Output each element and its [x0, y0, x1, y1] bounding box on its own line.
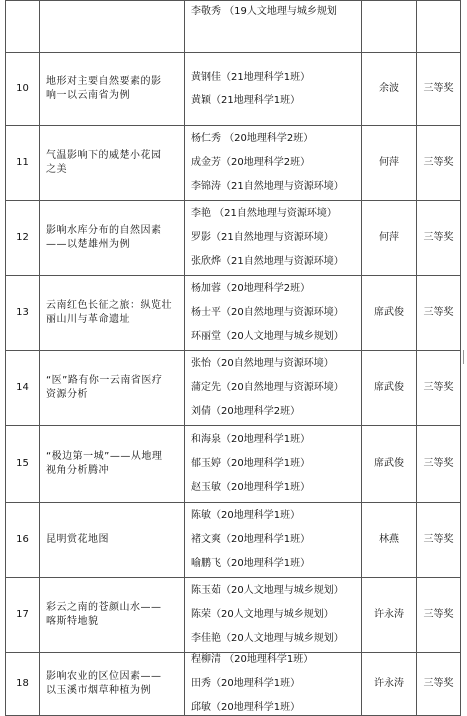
table-row [6, 201, 461, 276]
work-title-line: 之美 [46, 164, 67, 175]
awards-table [5, 0, 461, 716]
student-entry: 陈敏（20地理科学1班） [191, 510, 301, 521]
work-title [40, 201, 185, 276]
work-title-line: 资源分析 [46, 389, 88, 400]
students-cell [185, 276, 362, 351]
students-cell [185, 201, 362, 276]
advisor-name [362, 1, 417, 53]
award-level: 三等奖 [417, 503, 461, 578]
advisor-name: 席武俊 [362, 351, 417, 426]
student-entry: 蒲定先（20自然地理与资源环境） [191, 382, 344, 393]
student-entry: 程柳清 （20地理科学1班） [191, 654, 314, 665]
student-entry: 刘倩（20地理科学2班） [191, 406, 301, 417]
work-title [40, 276, 185, 351]
advisor-name: 何萍 [362, 201, 417, 276]
table-row [6, 351, 461, 426]
work-title-line: 影响农业的区位因素—— [46, 671, 162, 682]
work-title-line: 喀斯特地貌 [46, 616, 99, 627]
work-title-line: “医”路有你一云南省医疗 [46, 375, 163, 386]
student-entry: 成金芳（20地理科学2班） [191, 157, 311, 168]
table-row [6, 578, 461, 653]
row-number: 16 [6, 503, 40, 578]
award-level: 三等奖 [417, 351, 461, 426]
table-row [6, 653, 461, 716]
award-level [417, 1, 461, 53]
award-level: 三等奖 [417, 426, 461, 503]
student-entry: 李敬秀 （19人文地理与城乡规划 [191, 6, 337, 17]
work-title-line: 视角分析腾冲 [46, 465, 109, 476]
student-entry: 田秀（20地理科学1班） [191, 678, 301, 689]
row-number: 11 [6, 126, 40, 201]
advisor-name: 余波 [362, 53, 417, 126]
student-entry: 罗影（21自然地理与资源环境） [191, 232, 334, 243]
work-title-line: 响一以云南省为例 [46, 90, 130, 101]
student-entry: 李佳艳（20人文地理与城乡规划） [191, 633, 344, 644]
student-entry: 陈玉茹（20人文地理与城乡规划） [191, 585, 344, 596]
work-title-line: 昆明赏花地图 [46, 534, 109, 545]
student-entry: 李锦涛（21自然地理与资源环境） [191, 181, 344, 192]
student-entry: 赵玉敏（20地理科学1班） [191, 482, 311, 493]
work-title-line: 云南红色长征之旅：纵览壮 [46, 300, 172, 311]
table-row [6, 126, 461, 201]
work-title [40, 503, 185, 578]
student-entry: 张欣烨（21自然地理与资源环境） [191, 256, 344, 267]
award-level: 三等奖 [417, 53, 461, 126]
work-title-line: 以玉溪市烟草种植为例 [46, 685, 151, 696]
advisor-name: 席武俊 [362, 426, 417, 503]
work-title [40, 653, 185, 716]
table-row [6, 1, 461, 53]
row-number: 17 [6, 578, 40, 653]
row-number: 13 [6, 276, 40, 351]
advisor-name: 席武俊 [362, 276, 417, 351]
advisor-name: 林燕 [362, 503, 417, 578]
award-level: 三等奖 [417, 276, 461, 351]
award-level: 三等奖 [417, 653, 461, 716]
award-level: 三等奖 [417, 578, 461, 653]
work-title [40, 53, 185, 126]
students-cell [185, 426, 362, 503]
advisor-name: 何萍 [362, 126, 417, 201]
student-entry: 和海泉（20地理科学1班） [191, 434, 311, 445]
student-entry: 黄钢佳（21地理科学1班） [191, 71, 311, 83]
student-entry: 杨加蓉（20地理科学2班） [191, 283, 311, 294]
work-title [40, 578, 185, 653]
student-entry: 邱敏（20地理科学1班） [191, 702, 301, 713]
student-entry: 杨士平（20自然地理与资源环境） [191, 307, 344, 318]
awards-table-body [6, 1, 461, 716]
row-number: 18 [6, 653, 40, 716]
student-entry: 李艳 （21自然地理与资源环境） [191, 208, 337, 219]
students-cell [185, 578, 362, 653]
row-number: 12 [6, 201, 40, 276]
row-number [6, 1, 40, 53]
row-number: 15 [6, 426, 40, 503]
work-title-line: 影响水库分布的自然因素 [46, 225, 162, 236]
award-level: 三等奖 [417, 126, 461, 201]
students-cell [185, 1, 362, 53]
page-edge-mark [463, 350, 467, 364]
student-entry: 杨仁秀 （20地理科学2班） [191, 133, 314, 144]
table-row [6, 276, 461, 351]
students-cell [185, 503, 362, 578]
students-cell [185, 653, 362, 716]
work-title [40, 126, 185, 201]
student-entry: 黄颖（21地理科学1班） [191, 94, 301, 106]
student-entry: 环丽堂（20人文地理与城乡规划） [191, 331, 344, 342]
student-entry: 郁玉婷（20地理科学1班） [191, 458, 311, 469]
table-row [6, 426, 461, 503]
work-title-line: ——以楚雄州为例 [46, 239, 130, 250]
work-title [40, 351, 185, 426]
work-title-line: 气温影响下的威楚小花园 [46, 150, 162, 161]
work-title-line: 彩云之南的苍颜山水—— [46, 602, 162, 613]
row-number: 10 [6, 53, 40, 126]
student-entry: 褚文爽（20地理科学1班） [191, 534, 311, 545]
work-title [40, 1, 185, 53]
advisor-name: 许永涛 [362, 653, 417, 716]
table-row [6, 53, 461, 126]
table-row [6, 503, 461, 578]
student-entry: 喻鹏飞（20地理科学1班） [191, 558, 311, 569]
students-cell [185, 351, 362, 426]
advisor-name: 许永涛 [362, 578, 417, 653]
student-entry: 张怡（20自然地理与资源环境） [191, 358, 334, 369]
work-title-line: 地形对主要自然要素的影 [46, 76, 162, 87]
work-title-line: “极边第一城”——从地理 [46, 451, 163, 462]
award-level: 三等奖 [417, 201, 461, 276]
students-cell [185, 126, 362, 201]
work-title-line: 丽山川与革命遗址 [46, 314, 130, 325]
students-cell [185, 53, 362, 126]
row-number: 14 [6, 351, 40, 426]
student-entry: 陈荣（20人文地理与城乡规划） [191, 609, 334, 620]
work-title [40, 426, 185, 503]
